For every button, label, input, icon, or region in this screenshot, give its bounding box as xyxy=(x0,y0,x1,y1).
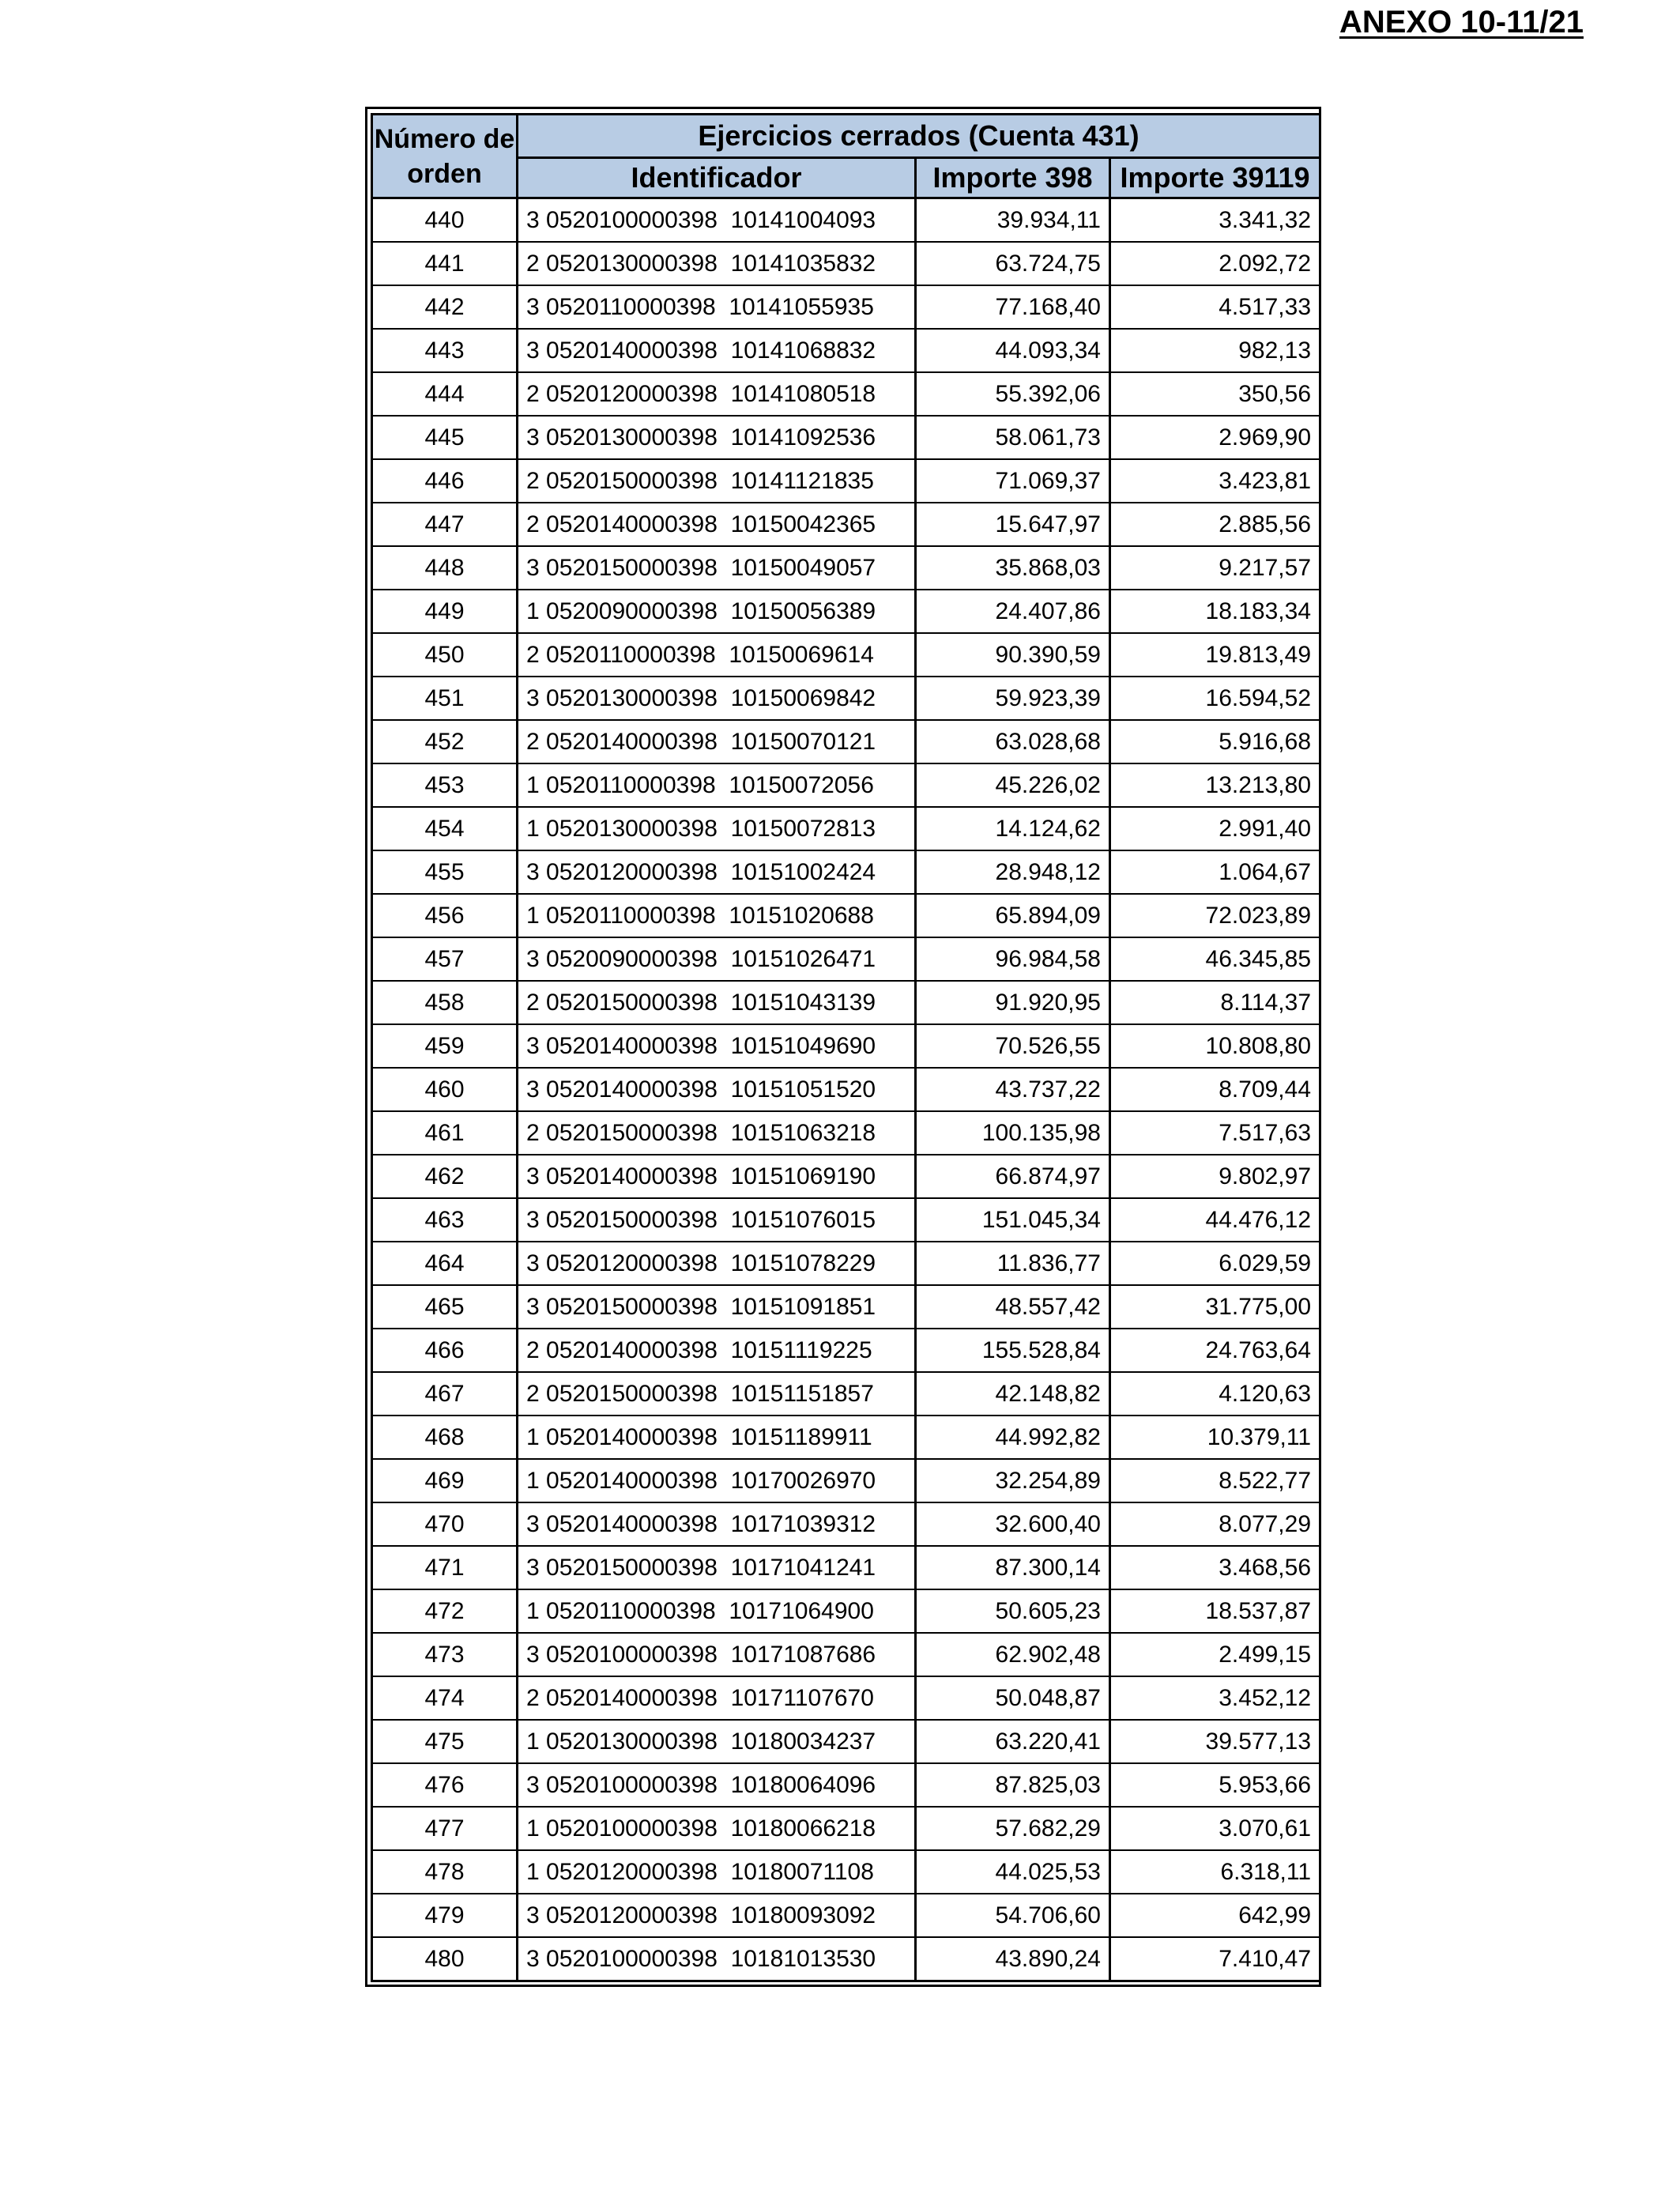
cell-amount-398: 35.868,03 xyxy=(916,546,1110,590)
cell-identifier: 3 0520140000398 10141068832 xyxy=(518,329,916,372)
header-order-number: Número de orden xyxy=(372,115,518,198)
cell-identifier: 2 0520140000398 10150070121 xyxy=(518,720,916,763)
table-row xyxy=(372,1416,1320,1459)
annex-title: ANEXO 10-11/21 xyxy=(1339,5,1584,40)
table-row xyxy=(372,1242,1320,1285)
cell-amount-398: 44.093,34 xyxy=(916,329,1110,372)
table-row xyxy=(372,1546,1320,1589)
cell-amount-398: 62.902,48 xyxy=(916,1633,1110,1676)
cell-order-number: 458 xyxy=(372,981,518,1024)
cell-amount-39119: 3.452,12 xyxy=(1110,1676,1320,1720)
cell-amount-39119: 2.991,40 xyxy=(1110,807,1320,850)
cell-order-number: 440 xyxy=(372,198,518,243)
cell-order-number: 450 xyxy=(372,633,518,677)
closed-years-table xyxy=(371,113,1321,1982)
table-body xyxy=(372,198,1320,1981)
cell-order-number: 449 xyxy=(372,590,518,633)
cell-order-number: 454 xyxy=(372,807,518,850)
cell-order-number: 471 xyxy=(372,1546,518,1589)
table-row xyxy=(372,590,1320,633)
table-row xyxy=(372,416,1320,459)
cell-order-number: 461 xyxy=(372,1111,518,1155)
cell-amount-398: 96.984,58 xyxy=(916,937,1110,981)
cell-order-number: 473 xyxy=(372,1633,518,1676)
cell-identifier: 3 0520140000398 10151049690 xyxy=(518,1024,916,1068)
cell-amount-39119: 16.594,52 xyxy=(1110,677,1320,720)
cell-order-number: 470 xyxy=(372,1502,518,1546)
cell-amount-39119: 7.517,63 xyxy=(1110,1111,1320,1155)
cell-identifier: 3 0520100000398 10141004093 xyxy=(518,198,916,243)
cell-identifier: 2 0520130000398 10141035832 xyxy=(518,242,916,285)
cell-identifier: 3 0520120000398 10151078229 xyxy=(518,1242,916,1285)
cell-order-number: 469 xyxy=(372,1459,518,1502)
table-row xyxy=(372,1850,1320,1894)
cell-amount-39119: 3.341,32 xyxy=(1110,198,1320,243)
cell-amount-39119: 10.379,11 xyxy=(1110,1416,1320,1459)
table-row xyxy=(372,1372,1320,1416)
cell-order-number: 466 xyxy=(372,1329,518,1372)
cell-amount-39119: 4.517,33 xyxy=(1110,285,1320,329)
table-row xyxy=(372,894,1320,937)
closed-years-table-frame xyxy=(365,107,1321,1987)
cell-order-number: 475 xyxy=(372,1720,518,1763)
table-row xyxy=(372,1068,1320,1111)
cell-identifier: 3 0520130000398 10141092536 xyxy=(518,416,916,459)
cell-identifier: 3 0520090000398 10151026471 xyxy=(518,937,916,981)
cell-amount-398: 42.148,82 xyxy=(916,1372,1110,1416)
cell-order-number: 479 xyxy=(372,1894,518,1937)
cell-amount-39119: 3.468,56 xyxy=(1110,1546,1320,1589)
cell-amount-39119: 982,13 xyxy=(1110,329,1320,372)
cell-identifier: 3 0520150000398 10171041241 xyxy=(518,1546,916,1589)
cell-identifier: 3 0520130000398 10150069842 xyxy=(518,677,916,720)
table-row xyxy=(372,1459,1320,1502)
cell-amount-39119: 8.709,44 xyxy=(1110,1068,1320,1111)
cell-identifier: 1 0520130000398 10180034237 xyxy=(518,1720,916,1763)
cell-identifier: 2 0520110000398 10150069614 xyxy=(518,633,916,677)
cell-amount-398: 50.605,23 xyxy=(916,1589,1110,1633)
cell-amount-398: 55.392,06 xyxy=(916,372,1110,416)
cell-order-number: 465 xyxy=(372,1285,518,1329)
cell-amount-398: 24.407,86 xyxy=(916,590,1110,633)
cell-amount-398: 63.028,68 xyxy=(916,720,1110,763)
table-row xyxy=(372,763,1320,807)
cell-order-number: 457 xyxy=(372,937,518,981)
table-row xyxy=(372,720,1320,763)
cell-amount-398: 63.724,75 xyxy=(916,242,1110,285)
cell-amount-398: 15.647,97 xyxy=(916,503,1110,546)
cell-amount-398: 63.220,41 xyxy=(916,1720,1110,1763)
cell-amount-398: 70.526,55 xyxy=(916,1024,1110,1068)
cell-identifier: 1 0520110000398 10171064900 xyxy=(518,1589,916,1633)
cell-identifier: 3 0520140000398 10171039312 xyxy=(518,1502,916,1546)
cell-amount-39119: 5.953,66 xyxy=(1110,1763,1320,1807)
cell-order-number: 456 xyxy=(372,894,518,937)
table-row xyxy=(372,1155,1320,1198)
table-row xyxy=(372,1502,1320,1546)
cell-order-number: 476 xyxy=(372,1763,518,1807)
cell-order-number: 447 xyxy=(372,503,518,546)
cell-order-number: 442 xyxy=(372,285,518,329)
cell-amount-39119: 3.070,61 xyxy=(1110,1807,1320,1850)
cell-identifier: 1 0520100000398 10180066218 xyxy=(518,1807,916,1850)
cell-identifier: 3 0520150000398 10151091851 xyxy=(518,1285,916,1329)
cell-identifier: 2 0520150000398 10151063218 xyxy=(518,1111,916,1155)
table-header xyxy=(372,115,1320,198)
header-amount-398: Importe 398 xyxy=(916,158,1110,198)
cell-amount-39119: 5.916,68 xyxy=(1110,720,1320,763)
cell-order-number: 446 xyxy=(372,459,518,503)
cell-amount-398: 66.874,97 xyxy=(916,1155,1110,1198)
cell-amount-398: 44.992,82 xyxy=(916,1416,1110,1459)
cell-amount-39119: 8.077,29 xyxy=(1110,1502,1320,1546)
cell-amount-398: 43.737,22 xyxy=(916,1068,1110,1111)
table-row xyxy=(372,1676,1320,1720)
cell-amount-39119: 8.114,37 xyxy=(1110,981,1320,1024)
cell-amount-398: 32.254,89 xyxy=(916,1459,1110,1502)
cell-order-number: 478 xyxy=(372,1850,518,1894)
cell-amount-39119: 4.120,63 xyxy=(1110,1372,1320,1416)
cell-amount-398: 100.135,98 xyxy=(916,1111,1110,1155)
table-row xyxy=(372,1589,1320,1633)
cell-amount-39119: 7.410,47 xyxy=(1110,1937,1320,1981)
cell-amount-39119: 31.775,00 xyxy=(1110,1285,1320,1329)
table-row xyxy=(372,677,1320,720)
cell-identifier: 1 0520120000398 10180071108 xyxy=(518,1850,916,1894)
cell-identifier: 1 0520140000398 10170026970 xyxy=(518,1459,916,1502)
table-row xyxy=(372,503,1320,546)
table-row xyxy=(372,1285,1320,1329)
cell-identifier: 1 0520130000398 10150072813 xyxy=(518,807,916,850)
cell-order-number: 460 xyxy=(372,1068,518,1111)
table-row xyxy=(372,1763,1320,1807)
cell-amount-39119: 13.213,80 xyxy=(1110,763,1320,807)
table-row xyxy=(372,372,1320,416)
header-amount-39119: Importe 39119 xyxy=(1110,158,1320,198)
cell-amount-398: 87.825,03 xyxy=(916,1763,1110,1807)
cell-identifier: 2 0520150000398 10151043139 xyxy=(518,981,916,1024)
cell-amount-39119: 1.064,67 xyxy=(1110,850,1320,894)
cell-identifier: 3 0520100000398 10171087686 xyxy=(518,1633,916,1676)
cell-amount-39119: 8.522,77 xyxy=(1110,1459,1320,1502)
cell-order-number: 464 xyxy=(372,1242,518,1285)
table-row xyxy=(372,1720,1320,1763)
cell-amount-398: 155.528,84 xyxy=(916,1329,1110,1372)
cell-amount-39119: 39.577,13 xyxy=(1110,1720,1320,1763)
cell-identifier: 2 0520140000398 10171107670 xyxy=(518,1676,916,1720)
cell-amount-398: 77.168,40 xyxy=(916,285,1110,329)
cell-identifier: 3 0520150000398 10150049057 xyxy=(518,546,916,590)
cell-amount-398: 43.890,24 xyxy=(916,1937,1110,1981)
cell-amount-398: 57.682,29 xyxy=(916,1807,1110,1850)
cell-identifier: 3 0520100000398 10181013530 xyxy=(518,1937,916,1981)
cell-amount-398: 59.923,39 xyxy=(916,677,1110,720)
table-row xyxy=(372,633,1320,677)
cell-identifier: 1 0520090000398 10150056389 xyxy=(518,590,916,633)
table-row xyxy=(372,198,1320,243)
cell-amount-398: 44.025,53 xyxy=(916,1850,1110,1894)
cell-amount-39119: 2.499,15 xyxy=(1110,1633,1320,1676)
cell-amount-39119: 642,99 xyxy=(1110,1894,1320,1937)
cell-identifier: 1 0520110000398 10151020688 xyxy=(518,894,916,937)
cell-amount-398: 151.045,34 xyxy=(916,1198,1110,1242)
cell-amount-39119: 19.813,49 xyxy=(1110,633,1320,677)
cell-order-number: 448 xyxy=(372,546,518,590)
cell-amount-39119: 72.023,89 xyxy=(1110,894,1320,937)
cell-identifier: 3 0520140000398 10151069190 xyxy=(518,1155,916,1198)
header-identifier: Identificador xyxy=(518,158,916,198)
cell-identifier: 3 0520100000398 10180064096 xyxy=(518,1763,916,1807)
table-row xyxy=(372,329,1320,372)
cell-order-number: 451 xyxy=(372,677,518,720)
cell-identifier: 3 0520120000398 10151002424 xyxy=(518,850,916,894)
cell-amount-398: 14.124,62 xyxy=(916,807,1110,850)
cell-order-number: 480 xyxy=(372,1937,518,1981)
cell-identifier: 1 0520140000398 10151189911 xyxy=(518,1416,916,1459)
cell-amount-398: 32.600,40 xyxy=(916,1502,1110,1546)
cell-identifier: 2 0520140000398 10151119225 xyxy=(518,1329,916,1372)
cell-order-number: 452 xyxy=(372,720,518,763)
table-row xyxy=(372,1024,1320,1068)
table-row xyxy=(372,1198,1320,1242)
cell-identifier: 3 0520140000398 10151051520 xyxy=(518,1068,916,1111)
cell-amount-39119: 350,56 xyxy=(1110,372,1320,416)
cell-amount-39119: 6.318,11 xyxy=(1110,1850,1320,1894)
table-row xyxy=(372,1329,1320,1372)
table-row xyxy=(372,285,1320,329)
cell-amount-39119: 6.029,59 xyxy=(1110,1242,1320,1285)
cell-amount-398: 50.048,87 xyxy=(916,1676,1110,1720)
table-row xyxy=(372,850,1320,894)
cell-amount-39119: 44.476,12 xyxy=(1110,1198,1320,1242)
table-row xyxy=(372,1633,1320,1676)
cell-order-number: 443 xyxy=(372,329,518,372)
cell-amount-39119: 18.183,34 xyxy=(1110,590,1320,633)
cell-identifier: 2 0520120000398 10141080518 xyxy=(518,372,916,416)
table-row xyxy=(372,1937,1320,1981)
cell-amount-398: 91.920,95 xyxy=(916,981,1110,1024)
table-row xyxy=(372,1807,1320,1850)
cell-order-number: 472 xyxy=(372,1589,518,1633)
cell-amount-398: 45.226,02 xyxy=(916,763,1110,807)
cell-order-number: 463 xyxy=(372,1198,518,1242)
cell-identifier: 3 0520110000398 10141055935 xyxy=(518,285,916,329)
cell-amount-398: 39.934,11 xyxy=(916,198,1110,243)
cell-order-number: 468 xyxy=(372,1416,518,1459)
table-row xyxy=(372,1111,1320,1155)
cell-amount-398: 28.948,12 xyxy=(916,850,1110,894)
cell-amount-39119: 46.345,85 xyxy=(1110,937,1320,981)
cell-amount-39119: 9.217,57 xyxy=(1110,546,1320,590)
cell-order-number: 467 xyxy=(372,1372,518,1416)
cell-identifier: 2 0520150000398 10141121835 xyxy=(518,459,916,503)
cell-order-number: 477 xyxy=(372,1807,518,1850)
cell-order-number: 462 xyxy=(372,1155,518,1198)
cell-identifier: 3 0520150000398 10151076015 xyxy=(518,1198,916,1242)
cell-amount-39119: 2.969,90 xyxy=(1110,416,1320,459)
cell-amount-39119: 3.423,81 xyxy=(1110,459,1320,503)
table-row xyxy=(372,981,1320,1024)
cell-amount-398: 71.069,37 xyxy=(916,459,1110,503)
table-row xyxy=(372,459,1320,503)
cell-amount-398: 11.836,77 xyxy=(916,1242,1110,1285)
cell-amount-398: 48.557,42 xyxy=(916,1285,1110,1329)
cell-identifier: 2 0520150000398 10151151857 xyxy=(518,1372,916,1416)
cell-order-number: 441 xyxy=(372,242,518,285)
cell-order-number: 453 xyxy=(372,763,518,807)
cell-amount-398: 90.390,59 xyxy=(916,633,1110,677)
cell-amount-39119: 2.092,72 xyxy=(1110,242,1320,285)
table-row xyxy=(372,1894,1320,1937)
cell-order-number: 455 xyxy=(372,850,518,894)
cell-amount-398: 58.061,73 xyxy=(916,416,1110,459)
cell-order-number: 445 xyxy=(372,416,518,459)
table-row xyxy=(372,546,1320,590)
cell-amount-39119: 10.808,80 xyxy=(1110,1024,1320,1068)
cell-amount-398: 54.706,60 xyxy=(916,1894,1110,1937)
cell-amount-39119: 18.537,87 xyxy=(1110,1589,1320,1633)
cell-amount-398: 87.300,14 xyxy=(916,1546,1110,1589)
cell-amount-39119: 9.802,97 xyxy=(1110,1155,1320,1198)
cell-amount-39119: 24.763,64 xyxy=(1110,1329,1320,1372)
cell-order-number: 444 xyxy=(372,372,518,416)
cell-amount-398: 65.894,09 xyxy=(916,894,1110,937)
cell-order-number: 459 xyxy=(372,1024,518,1068)
cell-order-number: 474 xyxy=(372,1676,518,1720)
cell-identifier: 1 0520110000398 10150072056 xyxy=(518,763,916,807)
table-row xyxy=(372,242,1320,285)
cell-amount-39119: 2.885,56 xyxy=(1110,503,1320,546)
header-closed-years-group: Ejercicios cerrados (Cuenta 431) xyxy=(518,115,1320,158)
cell-identifier: 3 0520120000398 10180093092 xyxy=(518,1894,916,1937)
table-row xyxy=(372,807,1320,850)
table-row xyxy=(372,937,1320,981)
cell-identifier: 2 0520140000398 10150042365 xyxy=(518,503,916,546)
